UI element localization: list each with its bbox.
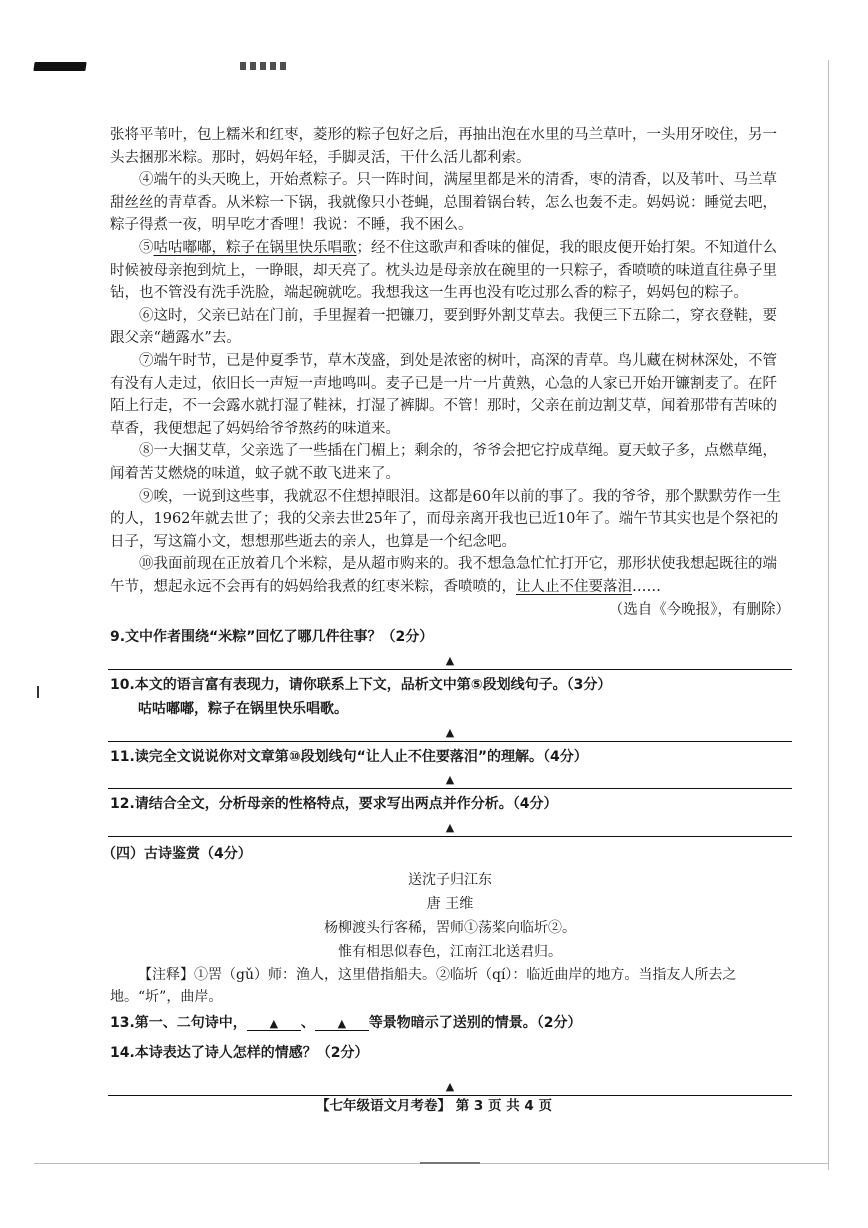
passage-paragraph-5: ⑤咕咕嘟嘟，粽子在锅里快乐唱歌；经不住这歌声和香味的催促，我的眼皮便开始打架。不知道什么时候被母亲抱到炕上，一睁眼，却天亮了。枕头边是母亲放在碗里的一只粽子，香喷喷的味道直往鼻子里钻，也不管没有洗手洗脸，端起碗就吃。我想我这一生再也没有吃过那么香的粽子，妈妈包的粽子。 bbox=[110, 239, 777, 302]
passage-paragraph-7: ⑦端午时节，已是仲夏季节，草木茂盛，到处是浓密的树叶，高深的青草。鸟儿藏在树林深处，不管有没有人走过，依旧长一声短一声地鸣叫。麦子已是一片一片黄熟，心急的人家已开始开镰割麦了。在阡陌上行走，不一会露水就打湿了鞋袜，打湿了裤脚。不管！那时，父亲在前边割艾草，闻着那带有苦味的草香，我便想起了妈妈给爷爷熬药的味道来。 bbox=[110, 352, 777, 437]
answer-triangle-icon: ▲ bbox=[445, 725, 455, 739]
poem-author: 唐 王维 bbox=[426, 895, 474, 912]
passage-paragraph-8: ⑧一大捆艾草，父亲选了一些插在门楣上；剩余的，爷爷会把它拧成草绳。夏天蚊子多，点燃草绳，闻着苦艾燃烧的味道，蚊子就不敢飞进来了。 bbox=[110, 443, 777, 482]
answer-line-14[interactable] bbox=[108, 1065, 792, 1096]
question-9: 9.文中作者围绕“米粽”回忆了哪几件往事？（2分） bbox=[110, 629, 434, 646]
page-footer: 【七年级语文月考卷】 第 3 页 共 4 页 bbox=[316, 1098, 552, 1114]
underlined-sentence-5: 咕咕嘟嘟，粽子在锅里快乐唱歌 bbox=[153, 239, 357, 256]
exam-content bbox=[102, 124, 790, 1100]
answer-line-10[interactable] bbox=[108, 721, 792, 742]
underlined-sentence-10: 让人止不住要落泪 bbox=[516, 578, 632, 595]
answer-triangle-icon: ▲ bbox=[445, 1079, 455, 1093]
question-14: 14.本诗表达了诗人怎样的情感？（2分） bbox=[110, 1045, 369, 1062]
question-12: 12.请结合全文，分析母亲的性格特点，要求写出两点并作分析。（4分） bbox=[110, 796, 558, 813]
answer-triangle-icon: ▲ bbox=[445, 773, 455, 787]
passage-paragraph-10: ⑩我面前现在正放着几个米粽，是从超市购来的。我不想急急忙忙打开它，那形状使我想起既往的端午节，想起永远不会再有的妈妈给我煮的红枣米粽，香喷喷的，让人止不住要落泪…… bbox=[110, 556, 777, 595]
answer-line-12[interactable] bbox=[108, 816, 792, 837]
answer-triangle-icon: ▲ bbox=[445, 821, 455, 835]
page-edge-right bbox=[828, 60, 829, 1170]
section-poetry-heading: （四）古诗鉴赏（4分） bbox=[102, 846, 252, 863]
scan-mark-top bbox=[240, 62, 290, 70]
answer-blank-2[interactable]: ▲ bbox=[315, 1018, 369, 1031]
passage-source: （选自《今晚报》，有删除） bbox=[608, 602, 790, 619]
poem-line-1: 杨柳渡头行客稀，罟师①荡桨向临圻②。 bbox=[324, 919, 576, 936]
poem-note: 【注释】①罟（gǔ）师：渔人，这里借指船夫。②临圻（qí）：临近曲岸的地方。当指友人所去之地。“圻”，曲岸。 bbox=[110, 966, 737, 1005]
answer-line-9[interactable] bbox=[108, 649, 792, 670]
answer-blank-1[interactable]: ▲ bbox=[247, 1018, 301, 1031]
question-11: 11.读完全文说说你对文章第⑩段划线句“让人止不住要落泪”的理解。（4分） bbox=[110, 748, 588, 765]
question-10: 10.本文的语言富有表现力，请你联系上下文，品析文中第⑤段划线句子。（3分） bbox=[110, 676, 612, 693]
passage-paragraph-6: ⑥这时，父亲已站在门前，手里握着一把镰刀，要到野外割艾草去。我便三下五除二，穿衣登鞋，要跟父亲“趟露水”去。 bbox=[110, 307, 777, 347]
scan-mark bbox=[33, 62, 86, 71]
passage-paragraph-9: ⑨唉，一说到这些事，我就忍不住想掉眼泪。这都是60年以前的事了。我的爷爷，那个默默劳作一生的人，1962年就去世了；我的父亲去世25年了，而母亲离开我也已近10年了。端午节其实也是个祭祀的日子，写这篇小文，想想那些逝去的亲人，也算是一个纪念吧。 bbox=[110, 488, 781, 550]
passage-paragraph-continued: 张将平苇叶，包上糯米和红枣，菱形的粽子包好之后，再抽出泡在水里的马兰草叶，一头用牙咬住，另一头去捆那米粽。那时，妈妈年轻，手脚灵活，干什么活儿都利索。 bbox=[110, 127, 777, 166]
question-10-quote: 咕咕嘟嘟，粽子在锅里快乐唱歌。 bbox=[138, 701, 348, 718]
margin-tick bbox=[37, 686, 39, 698]
answer-line-11[interactable] bbox=[108, 768, 792, 789]
answer-triangle-icon: ▲ bbox=[445, 653, 455, 667]
question-13: 13.第一、二句诗中， ▲ 、 ▲ 等景物暗示了送别的情景。（2分） bbox=[110, 1014, 582, 1031]
poem-line-2: 惟有相思似春色，江南江北送君归。 bbox=[338, 943, 562, 960]
poem-title: 送沈子归江东 bbox=[408, 871, 492, 888]
passage-paragraph-4: ④端午的头天晚上，开始煮粽子。只一阵时间，满屋里都是米的清香，枣的清香，以及苇叶、马兰草甜丝丝的青草香。从米粽一下锅，我就像只小苍蝇，总围着锅台转，怎么也轰不走。妈妈说：睡觉去吧，粽子得煮一夜，明早吃才香哩！我说：不睡，我不困么。 bbox=[110, 172, 777, 234]
page-edge-mark bbox=[420, 1162, 480, 1164]
